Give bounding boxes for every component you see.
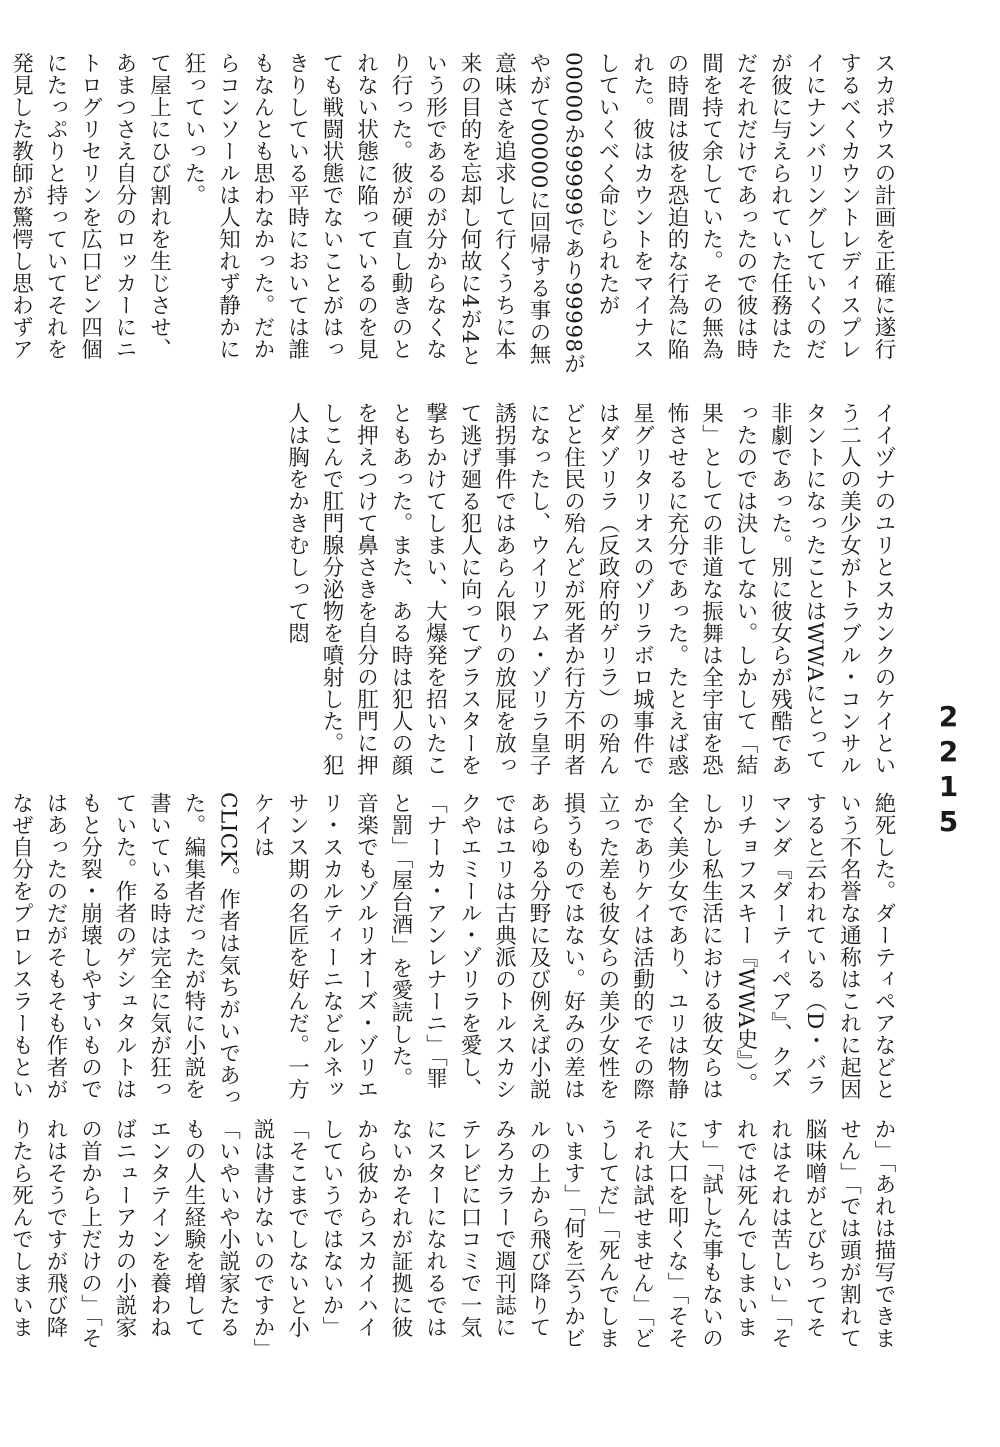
tier-1-paragraph-2: 00000か99999であり99998がやがて00000に回帰する事の無意味さを追求して行くうちに本来の目的を忘却し何故に4が4という形であるのが分からなくなり行った。彼が硬直し動きのとれない状態に陥っているのを見ても戦闘状態でないことがはっきりしている平時においては誰もなんとも思わなかった。だからコンソールは人知れず静かに狂っていった。 [181, 52, 586, 375]
text-tier-2 [70, 402, 900, 780]
tier-1-paragraph-3: て屋上にひび割れを生じさせ、あまつさえ自分のロッカーにニトログリセリンを広口ビン四個にたっぷりと持っていてそれを発見した教師が驚愕し思わずア [8, 52, 172, 360]
tier-4-paragraph-1: か」「あれは描写できません」「では頭が割れて脳味噌がとびちってそれはそれは苦しい」「それでは死んでしまいます」「試した事もないのに大口を叩くな」「そそそれは試せません」「どうしてだ」「死んでしまいます」「何を云うかビルの上から飛び降りてみろカラーで週刊誌にテレビに口コミで一気にスターになれるではないかそれが証拠に彼から彼からスカイハイしていうではないか」「そこまでしないと小説は書けないのですか」「いやいや小説家たるもの人生経験を増してエンタテインを養わねばニューアカの小説家の首から上だけの」「それはそうですが飛び降りたら死んでしまいま [8, 1118, 896, 1350]
tier-3-paragraph-1: 絶死した。ダーティペアなどという不名誉な通称はこれに起因すると云われている（D・バラマンダ『ダーティペア』、クズリチョフスキー『WWA史』）。しかし私生活における彼女らは全く美少女であり、ユリは物静かでありケイは活動的でその際立った差も彼女らの美少女性を損うものではない。好みの差はあらゆる分野に及び例えば小説ではユリは古典派のトルスカシクやエミール・ゾリラを愛し、「ナーカ・アンレナーニ」「罪と罰」「屋台酒」を愛読した。音楽でもゾルリオーズ・ゾリエリ・スカルティーニなどルネッサンス期の名匠を好んだ。一方ケイは [250, 792, 896, 1100]
text-tier-1 [8, 52, 900, 378]
text-tier-4 [8, 1118, 900, 1350]
page-number: 2215 [932, 700, 965, 840]
tier-2-paragraph-1: イイヅナのユリとスカンクのケイという二人の美少女がトラブル・コンサルタントになったことはWWAにとって非劇であった。別に彼女らが残酷であったのでは決してない。しかして「結果」としての非道な振舞は全宇宙を恐怖させるに充分であった。たとえば惑星グリタリオスのゾリラボロ城事件ではダゾリラ（反政府的ゲリラ）の殆んどと住民の殆んどが死者か行方不明者になったし、ウイリアム・ゾリラ皇子誘拐事件ではあらん限りの放屁を放って逃げ廻る犯人に向ってブラスターを撃ちかけてしまい、大爆発を招いたこともあった。また、ある時は犯人の顔を押えつけて鼻さきを自分の肛門に押しこんで肛門腺分泌物を噴射した。犯人は胸をかきむしって悶 [284, 402, 896, 776]
text-tier-3 [8, 792, 900, 1110]
tier-3-paragraph-2: CLICK。作者は気ちがいであった。編集者だったが特に小説を書いている時は完全に気が狂っていた。作者のゲシュタルトはもと分裂・崩壊しやすいものではあったのだがそもそも作者がなぜ自分をプロレスラーもとい [8, 792, 241, 1109]
tier-1-paragraph-1: スカポウスの計画を正確に遂行するべくカウントレディスプレイにナンバリングしていくのだが彼に与えられていた任務はただそれだけであったので彼は時間を持て余していた。その無為の時間は彼を恐迫的な行為に陥れた。彼はカウントをマイナスしていくべく命じられたが [595, 52, 896, 360]
